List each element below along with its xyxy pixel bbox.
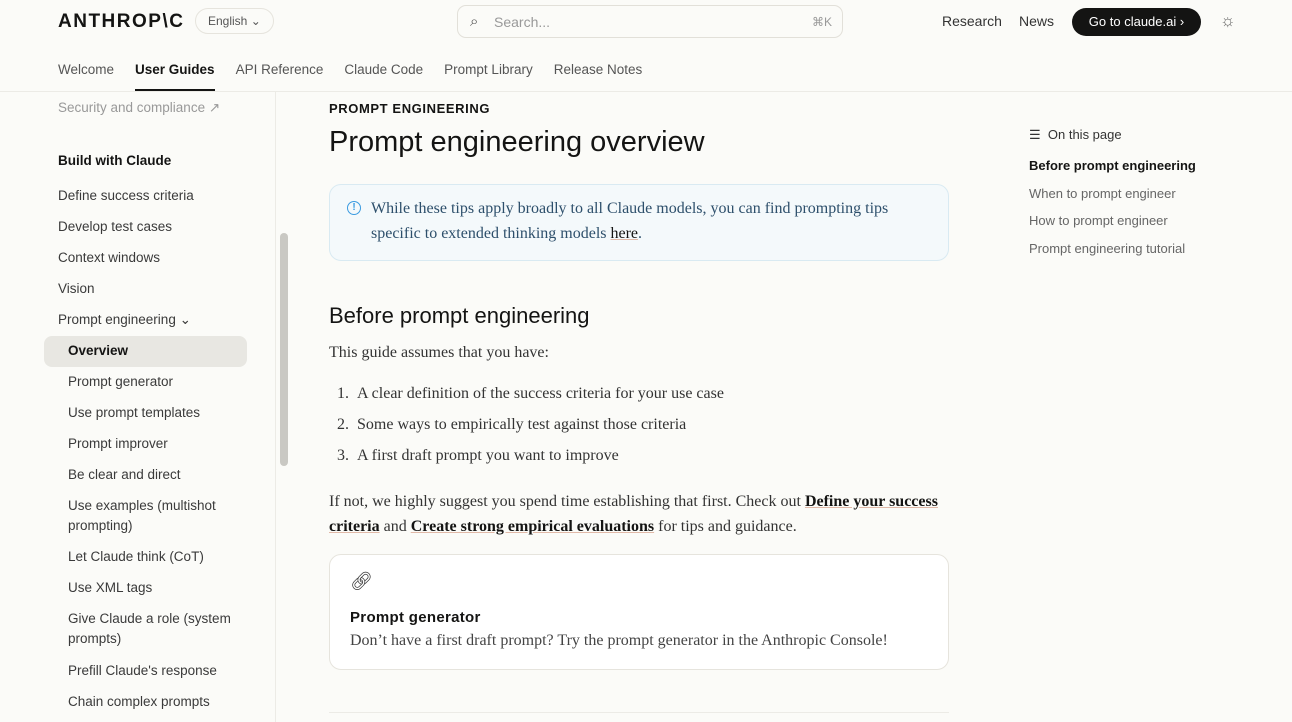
sidebar-item-let-claude-think[interactable]: Let Claude think (CoT): [68, 549, 204, 564]
toc-item-tutorial[interactable]: Prompt engineering tutorial: [1029, 241, 1186, 256]
list-text: A first draft prompt you want to improve: [357, 447, 619, 464]
list-item: 3. A first draft prompt you want to improve: [337, 447, 619, 464]
tab-user-guides[interactable]: User Guides: [135, 48, 215, 91]
here-link[interactable]: here: [610, 225, 639, 242]
callout-body: While these tips apply broadly to all Claude models, you can find prompting tips specific to extended thinking models: [371, 200, 889, 242]
toc-item-when[interactable]: When to prompt engineer: [1029, 186, 1176, 201]
section-heading: Before prompt engineering: [329, 303, 590, 328]
list-item: 1. A clear definition of the success criteria for your use case: [337, 385, 724, 402]
sidebar-item-vision[interactable]: Vision: [58, 281, 95, 296]
card-title: Prompt generator: [350, 609, 481, 626]
language-select[interactable]: English ⌄: [195, 8, 274, 34]
research-link[interactable]: Research: [942, 13, 1002, 29]
define-success-criteria-link[interactable]: Define your success criteria: [329, 493, 938, 535]
guidance-paragraph: [329, 489, 949, 539]
search-placeholder: Search...: [494, 14, 551, 30]
tab-release-notes[interactable]: Release Notes: [553, 62, 643, 77]
callout-text: While these tips apply broadly to all Claude models, you can find prompting tips specific to extended thinking models here.: [371, 200, 889, 242]
search-icon: ⌕: [470, 13, 479, 30]
top-nav: [0, 0, 1292, 92]
sidebar-item-prompt-engineering[interactable]: Prompt engineering ⌄: [58, 312, 191, 327]
sidebar-item-use-examples[interactable]: Use examples (multishot prompting): [68, 498, 216, 533]
anthropic-logo[interactable]: ANTHROP\C: [58, 11, 185, 32]
tab-claude-code[interactable]: Claude Code: [344, 62, 424, 77]
info-callout: [329, 184, 949, 261]
go-to-claude-button[interactable]: Go to claude.ai ›: [1072, 8, 1201, 36]
tab-bar: [58, 48, 642, 91]
sidebar-item-give-claude-role[interactable]: Give Claude a role (system prompts): [68, 611, 231, 646]
sidebar-scrollbar[interactable]: [280, 233, 288, 466]
search-shortcut: ⌘K: [811, 15, 832, 29]
list-text: A clear definition of the success criteria for your use case: [357, 385, 724, 402]
sidebar-item-use-xml-tags[interactable]: Use XML tags: [68, 580, 153, 595]
sidebar-item-define-success-criteria[interactable]: Define success criteria: [58, 188, 194, 203]
para-text: If not, we highly suggest you spend time establishing that first. Check out: [329, 493, 805, 510]
prompt-generator-card[interactable]: [329, 554, 949, 670]
sidebar-item-context-windows[interactable]: Context windows: [58, 250, 161, 265]
link-icon: 🔗︎: [350, 571, 373, 591]
sidebar-item-overview[interactable]: Overview: [68, 343, 129, 358]
para-text: for tips and guidance.: [654, 518, 797, 535]
tab-prompt-library[interactable]: Prompt Library: [444, 62, 533, 77]
sidebar-item-use-prompt-templates[interactable]: Use prompt templates: [68, 405, 201, 420]
sidebar-item-prompt-generator[interactable]: Prompt generator: [68, 374, 174, 389]
info-icon: !: [347, 201, 361, 215]
sidebar-item-security[interactable]: Security and compliance ↗: [58, 100, 221, 115]
eyebrow: PROMPT ENGINEERING: [329, 101, 491, 116]
divider: [329, 712, 949, 713]
list-text: Some ways to empirically test against those criteria: [357, 416, 687, 433]
tab-welcome[interactable]: Welcome: [58, 62, 115, 77]
toc-item-before[interactable]: Before prompt engineering: [1029, 158, 1196, 173]
sidebar-item-be-clear[interactable]: Be clear and direct: [68, 467, 181, 482]
toc-heading: [1029, 127, 1122, 143]
toc-item-how[interactable]: How to prompt engineer: [1029, 213, 1168, 228]
para-text: and: [379, 518, 411, 535]
list-icon: ☰: [1029, 127, 1041, 142]
page-title: Prompt engineering overview: [329, 126, 705, 158]
sidebar-item-develop-test-cases[interactable]: Develop test cases: [58, 219, 173, 234]
sidebar-item-prompt-improver[interactable]: Prompt improver: [68, 436, 168, 451]
news-link[interactable]: News: [1019, 13, 1055, 29]
tab-api-reference[interactable]: API Reference: [235, 62, 324, 77]
search-input[interactable]: [457, 5, 843, 38]
theme-toggle-sun-icon[interactable]: ☼: [1220, 11, 1236, 30]
sidebar-item-prefill[interactable]: Prefill Claude's response: [68, 663, 217, 678]
toc-heading-text: On this page: [1047, 127, 1122, 142]
card-description: Don’t have a first draft prompt? Try the prompt generator in the Anthropic Console!: [350, 632, 888, 649]
sidebar-section-heading: Build with Claude: [58, 153, 172, 168]
sidebar-item-chain-prompts[interactable]: Chain complex prompts: [68, 694, 210, 709]
intro-text: This guide assumes that you have:: [329, 344, 549, 361]
list-item: 2. Some ways to empirically test against those criteria: [337, 416, 687, 433]
create-evaluations-link[interactable]: Create strong empirical evaluations: [410, 518, 655, 535]
